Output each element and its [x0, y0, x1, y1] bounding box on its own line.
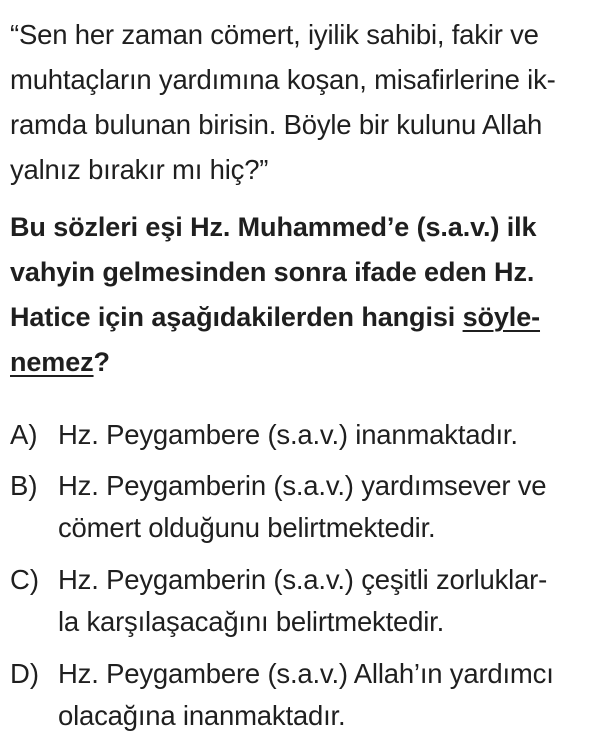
- option-b-text-line-1: Hz. Peygamberin (s.a.v.) yardımsever ve: [58, 470, 547, 501]
- question-mark: ?: [93, 347, 110, 377]
- question-line-3-text: Hatice için aşağıdakilerden hangisi: [10, 302, 463, 332]
- option-d-letter: D): [10, 658, 40, 689]
- option-c-letter: C): [10, 564, 40, 595]
- option-b-text-line-2: cömert olduğunu belirtmektedir.: [58, 512, 436, 543]
- question-line-3: [10, 300, 540, 334]
- option-b-letter: B): [10, 470, 38, 501]
- question-line-4: [10, 345, 110, 379]
- option-c-text-line-2: la karşılaşacağını belirtmektedir.: [58, 606, 445, 637]
- option-a-text-line-1: Hz. Peygambere (s.a.v.) inanmaktadır.: [58, 419, 518, 450]
- quote-line-4: yalnız bırakır mı hiç?”: [10, 154, 269, 185]
- quote-line-1: “Sen her zaman cömert, iyilik sahibi, fakir ve: [10, 19, 539, 50]
- option-c-text-line-1: Hz. Peygamberin (s.a.v.) çeşitli zorluklar-: [58, 564, 548, 595]
- quote-line-3: ramda bulunan birisin. Böyle bir kulunu Allah: [10, 109, 543, 140]
- option-d-text-line-1: Hz. Peygambere (s.a.v.) Allah’ın yardımcı: [58, 658, 554, 689]
- option-d-text-line-2: olacağına inanmaktadır.: [58, 700, 346, 731]
- option-a-letter: A): [10, 419, 38, 450]
- negation-underlined-part-2: nemez: [10, 347, 94, 377]
- question-line-2: vahyin gelmesinden sonra ifade eden Hz.: [10, 257, 535, 287]
- negation-underlined-part-1: söyle-: [462, 302, 541, 332]
- question-line-1: Bu sözleri eşi Hz. Muhammed’e (s.a.v.) ilk: [10, 212, 537, 242]
- quote-line-2: muhtaçların yardımına koşan, misafirlerine ik-: [10, 64, 556, 95]
